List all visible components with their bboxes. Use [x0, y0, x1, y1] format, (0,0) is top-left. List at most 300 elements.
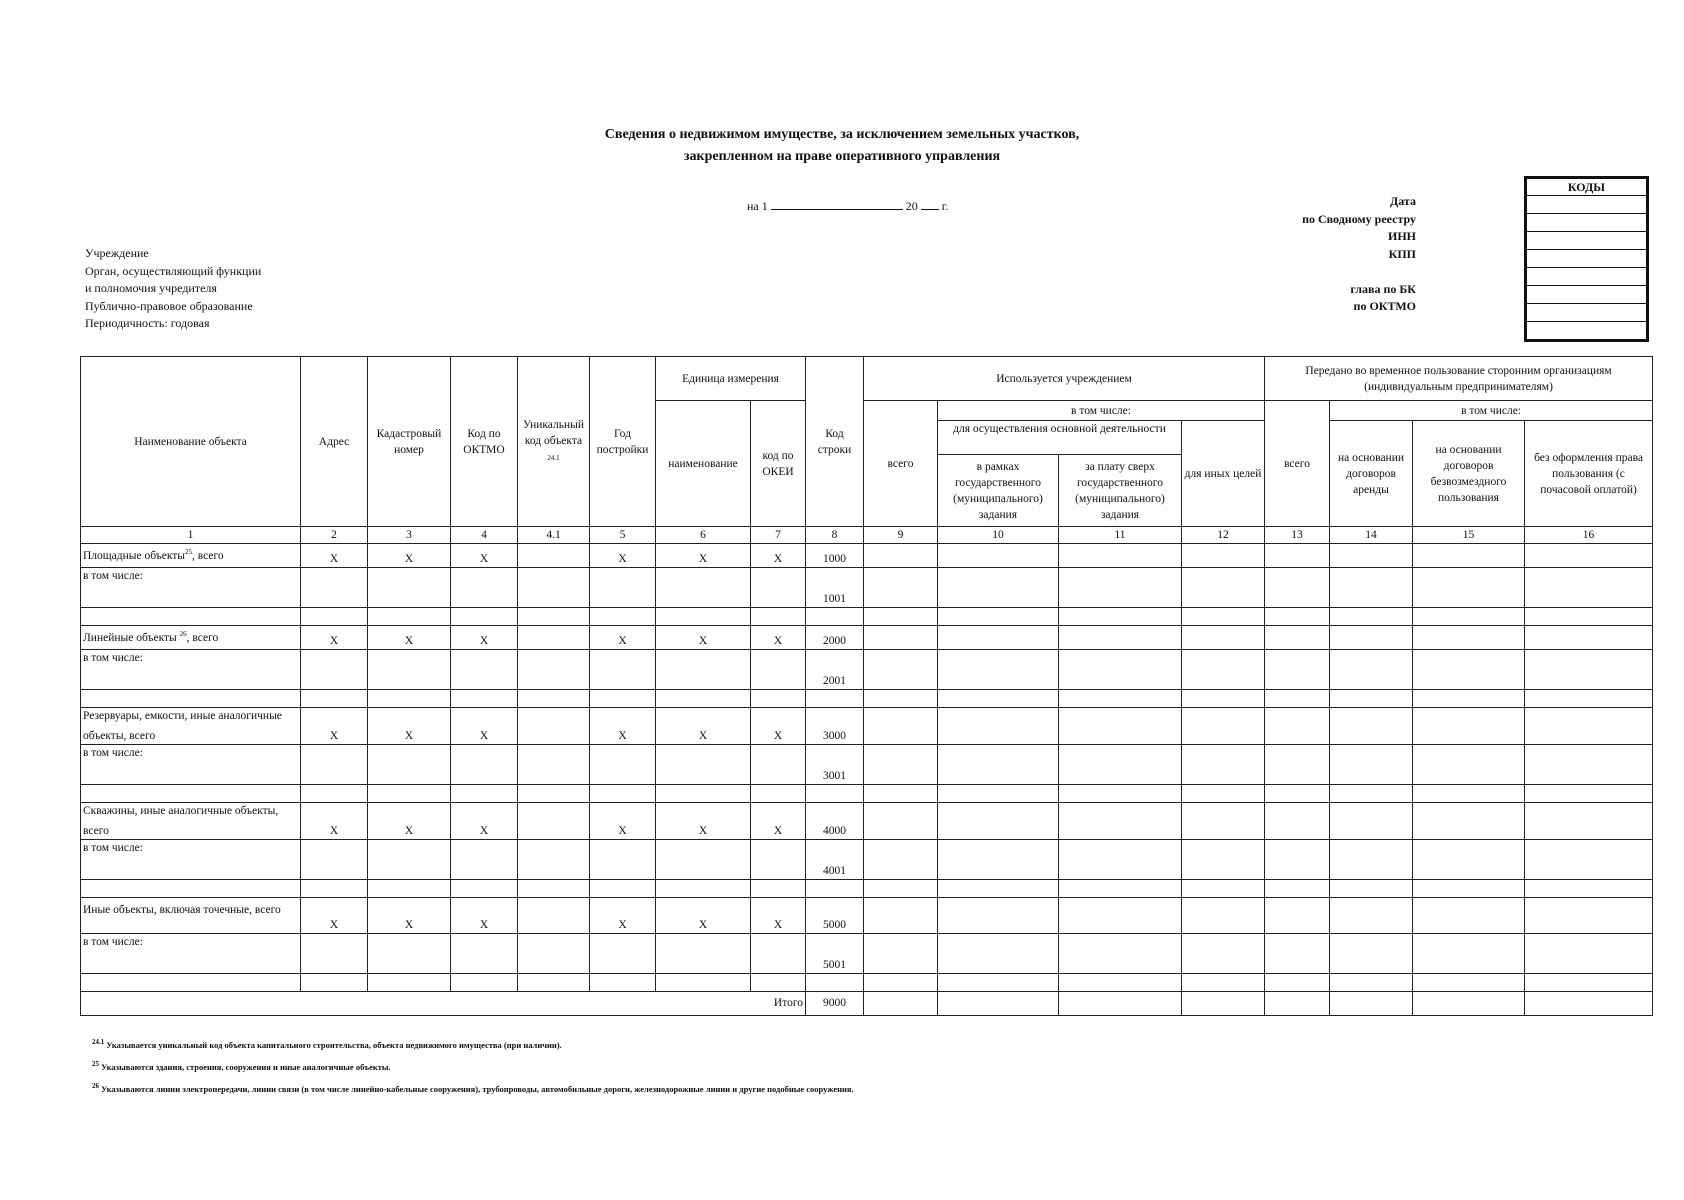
cell[interactable] — [368, 608, 451, 626]
cell[interactable] — [301, 879, 368, 897]
cell[interactable] — [518, 879, 590, 897]
label-inn: ИНН — [1387, 229, 1416, 243]
cell[interactable] — [864, 708, 938, 745]
code-date-field[interactable] — [1527, 196, 1646, 214]
cell[interactable] — [1330, 650, 1413, 690]
cell[interactable] — [751, 933, 806, 973]
cell[interactable] — [938, 784, 1059, 802]
cell[interactable] — [1265, 784, 1330, 802]
cell[interactable] — [1059, 568, 1182, 608]
cell[interactable] — [518, 690, 590, 708]
hdr-paid-over: за плату сверх государственного (муниципального) задания — [1059, 455, 1182, 527]
cell[interactable] — [1059, 991, 1182, 1015]
cell[interactable] — [368, 879, 451, 897]
row-sub-code: 2001 — [806, 650, 864, 690]
cell[interactable] — [1265, 897, 1330, 933]
cell[interactable] — [1330, 626, 1413, 650]
cell[interactable] — [368, 690, 451, 708]
cell[interactable] — [938, 626, 1059, 650]
cell[interactable] — [938, 568, 1059, 608]
codes-box — [1524, 176, 1649, 342]
cell[interactable] — [1265, 544, 1330, 568]
cell[interactable] — [1265, 744, 1330, 784]
cell[interactable] — [1182, 991, 1265, 1015]
cell-x: Х — [301, 626, 368, 650]
cell[interactable] — [590, 879, 656, 897]
cell[interactable] — [938, 690, 1059, 708]
cell[interactable] — [1413, 650, 1525, 690]
cell[interactable] — [938, 544, 1059, 568]
total-code: 9000 — [806, 991, 864, 1015]
cell[interactable] — [1413, 708, 1525, 745]
cell[interactable] — [1330, 744, 1413, 784]
cell[interactable] — [1182, 708, 1265, 745]
cell[interactable] — [806, 879, 864, 897]
hdr-no-right: без оформления права пользования (с почасовой оплатой) — [1525, 421, 1653, 527]
cell[interactable] — [1265, 973, 1330, 991]
cell-x: Х — [451, 544, 518, 568]
cell[interactable] — [1525, 568, 1653, 608]
cell[interactable] — [518, 544, 590, 568]
cell[interactable] — [864, 839, 938, 879]
cell[interactable] — [864, 973, 938, 991]
cell[interactable] — [1330, 802, 1413, 839]
cell[interactable] — [301, 784, 368, 802]
cell[interactable] — [1265, 690, 1330, 708]
cell[interactable] — [938, 879, 1059, 897]
label-date: Дата — [1390, 194, 1416, 208]
cell[interactable] — [751, 784, 806, 802]
cell[interactable] — [1182, 897, 1265, 933]
table-row — [81, 626, 1653, 650]
cell[interactable] — [1059, 839, 1182, 879]
cell[interactable] — [751, 608, 806, 626]
cell[interactable] — [938, 839, 1059, 879]
cell[interactable] — [368, 744, 451, 784]
cell[interactable] — [1413, 933, 1525, 973]
row-sub-label: в том числе: — [81, 744, 301, 784]
cell[interactable] — [1525, 608, 1653, 626]
code-inn-field[interactable] — [1527, 232, 1646, 250]
row-sub-label: в том числе: — [81, 839, 301, 879]
cell[interactable] — [1525, 802, 1653, 839]
col-num: 4.1 — [518, 527, 590, 544]
label-oktmo: по ОКТМО — [1353, 299, 1416, 313]
cell[interactable] — [518, 626, 590, 650]
cell[interactable] — [864, 933, 938, 973]
cell[interactable] — [1182, 933, 1265, 973]
cell[interactable] — [864, 784, 938, 802]
cell[interactable] — [1265, 879, 1330, 897]
cell[interactable] — [1330, 544, 1413, 568]
cell[interactable] — [1182, 626, 1265, 650]
col-num: 12 — [1182, 527, 1265, 544]
cell[interactable] — [1525, 839, 1653, 879]
cell[interactable] — [518, 933, 590, 973]
cell[interactable] — [751, 973, 806, 991]
cell[interactable] — [81, 690, 301, 708]
cell[interactable] — [1525, 973, 1653, 991]
cell[interactable] — [518, 708, 590, 745]
cell[interactable] — [864, 879, 938, 897]
label-institution: Учреждение — [85, 246, 149, 260]
left-labels — [85, 245, 261, 333]
cell[interactable] — [518, 744, 590, 784]
col-num: 16 — [1525, 527, 1653, 544]
cell-x: Х — [451, 626, 518, 650]
footnotes — [92, 1033, 854, 1098]
label-founder-body: Орган, осуществляющий функции — [85, 263, 262, 278]
cell[interactable] — [1525, 708, 1653, 745]
cell[interactable] — [864, 897, 938, 933]
cell[interactable] — [1059, 544, 1182, 568]
cell[interactable] — [451, 568, 518, 608]
cell[interactable] — [590, 784, 656, 802]
cell[interactable] — [301, 839, 368, 879]
cell[interactable] — [1182, 568, 1265, 608]
cell[interactable] — [1330, 897, 1413, 933]
col-num: 4 — [451, 527, 518, 544]
cell[interactable] — [590, 933, 656, 973]
cell[interactable] — [1265, 839, 1330, 879]
cell[interactable] — [81, 879, 301, 897]
hdr-free-use: на основании договоров безвозмездного пользования — [1413, 421, 1525, 527]
cell[interactable] — [1525, 626, 1653, 650]
cell[interactable] — [1525, 879, 1653, 897]
total-row — [81, 991, 1653, 1015]
cell[interactable] — [368, 933, 451, 973]
table-row — [81, 690, 1653, 708]
cell[interactable] — [368, 784, 451, 802]
footnote: $^{26}$ Указываются линии электропередачи, линии связи (в том числе линейно-кабельные сооружения), трубопроводы, автомобильные дороги, железнодорожные линии и другие подобные сооружения. — [92, 1081, 854, 1094]
cell[interactable] — [1059, 933, 1182, 973]
cell[interactable] — [864, 690, 938, 708]
cell[interactable] — [1182, 839, 1265, 879]
cell[interactable] — [1265, 933, 1330, 973]
cell[interactable] — [1059, 784, 1182, 802]
cell[interactable] — [1265, 991, 1330, 1015]
cell[interactable] — [938, 650, 1059, 690]
cell[interactable] — [864, 626, 938, 650]
cell[interactable] — [1265, 802, 1330, 839]
cell[interactable] — [751, 690, 806, 708]
col-num: 5 — [590, 527, 656, 544]
cell-x: Х — [751, 897, 806, 933]
cell[interactable] — [301, 650, 368, 690]
cell[interactable] — [301, 568, 368, 608]
cell[interactable] — [938, 744, 1059, 784]
cell[interactable] — [451, 839, 518, 879]
cell[interactable] — [1413, 839, 1525, 879]
label-kpp: КПП — [1388, 246, 1416, 261]
row-sub-code: 3001 — [806, 744, 864, 784]
table-row — [81, 544, 1653, 568]
cell[interactable] — [451, 879, 518, 897]
cell[interactable] — [864, 544, 938, 568]
cell[interactable] — [518, 802, 590, 839]
cell[interactable] — [1413, 744, 1525, 784]
cell[interactable] — [864, 650, 938, 690]
row-sub-code: 5001 — [806, 933, 864, 973]
cell[interactable] — [656, 933, 751, 973]
cell[interactable] — [81, 784, 301, 802]
hdr-transferred-total: всего — [1265, 401, 1330, 527]
cell[interactable] — [81, 973, 301, 991]
hdr-transferred: Передано во временное пользование сторонним организациям (индивидуальным предпринимателям) — [1265, 357, 1653, 401]
cell[interactable] — [451, 650, 518, 690]
code-kpp-field[interactable] — [1527, 250, 1646, 268]
cell[interactable] — [301, 690, 368, 708]
cell[interactable] — [1059, 973, 1182, 991]
cell[interactable] — [656, 879, 751, 897]
cell[interactable] — [864, 608, 938, 626]
table-row — [81, 802, 1653, 839]
cell[interactable] — [1413, 544, 1525, 568]
cell[interactable] — [1330, 879, 1413, 897]
cell[interactable] — [656, 608, 751, 626]
cell[interactable] — [451, 690, 518, 708]
cell[interactable] — [451, 744, 518, 784]
cell[interactable] — [1330, 708, 1413, 745]
cell[interactable] — [1059, 802, 1182, 839]
cell[interactable] — [751, 839, 806, 879]
label-public-entity: Публично-правовое образование — [85, 298, 253, 313]
code-empty-field[interactable] — [1527, 268, 1646, 286]
cell[interactable] — [301, 744, 368, 784]
cell[interactable] — [1330, 973, 1413, 991]
cell[interactable] — [368, 650, 451, 690]
cell[interactable] — [301, 608, 368, 626]
col-num: 11 — [1059, 527, 1182, 544]
col-num: 13 — [1265, 527, 1330, 544]
cell[interactable] — [1525, 897, 1653, 933]
col-num: 1 — [81, 527, 301, 544]
cell[interactable] — [518, 784, 590, 802]
cell[interactable] — [1182, 544, 1265, 568]
cell[interactable] — [590, 839, 656, 879]
cell[interactable] — [1059, 708, 1182, 745]
row-sub-code: 1001 — [806, 568, 864, 608]
cell[interactable] — [806, 608, 864, 626]
cell-x: Х — [656, 626, 751, 650]
cell-x: Х — [590, 708, 656, 745]
cell[interactable] — [1059, 690, 1182, 708]
cell[interactable] — [1059, 608, 1182, 626]
cell[interactable] — [1182, 650, 1265, 690]
cell[interactable] — [656, 973, 751, 991]
cell[interactable] — [938, 608, 1059, 626]
cell[interactable] — [368, 568, 451, 608]
cell[interactable] — [806, 690, 864, 708]
cell[interactable] — [938, 991, 1059, 1015]
col-num: 15 — [1413, 527, 1525, 544]
cell[interactable] — [806, 973, 864, 991]
hdr-main-activity: для осуществления основной деятельности — [938, 421, 1182, 455]
cell[interactable] — [1525, 991, 1653, 1015]
cell[interactable] — [590, 690, 656, 708]
cell[interactable] — [590, 568, 656, 608]
code-oktmo-field[interactable] — [1527, 304, 1646, 322]
cell[interactable] — [1330, 690, 1413, 708]
cell-x: Х — [451, 708, 518, 745]
report-date-line — [747, 199, 948, 214]
cell[interactable] — [1330, 933, 1413, 973]
cell[interactable] — [1330, 784, 1413, 802]
cell[interactable] — [864, 991, 938, 1015]
cell[interactable] — [656, 784, 751, 802]
cell[interactable] — [938, 933, 1059, 973]
date-year: 20 — [905, 199, 918, 213]
cell[interactable] — [656, 839, 751, 879]
cell[interactable] — [1182, 690, 1265, 708]
cell[interactable] — [1413, 802, 1525, 839]
cell[interactable] — [1525, 544, 1653, 568]
label-founder-body-2: и полномочия учредителя — [85, 281, 217, 295]
cell-x: Х — [301, 708, 368, 745]
code-bk-field[interactable] — [1527, 286, 1646, 304]
cell[interactable] — [1330, 839, 1413, 879]
date-blank[interactable] — [771, 209, 903, 210]
cell[interactable] — [451, 973, 518, 991]
footnote: $^{24.1}$ Указывается уникальный код объекта капитального строительства, объекта недвижимого имущества (при наличии). — [92, 1038, 562, 1050]
cell[interactable] — [368, 839, 451, 879]
cell[interactable] — [1059, 897, 1182, 933]
row-sub-label: в том числе: — [81, 650, 301, 690]
col-num: 6 — [656, 527, 751, 544]
cell[interactable] — [1413, 897, 1525, 933]
date-prefix: на 1 — [747, 199, 768, 213]
total-label: Итого — [81, 991, 806, 1015]
cell[interactable] — [656, 650, 751, 690]
cell[interactable] — [1330, 568, 1413, 608]
cell[interactable] — [451, 933, 518, 973]
col-num: 2 — [301, 527, 368, 544]
cell[interactable] — [451, 608, 518, 626]
hdr-unique-code-sup: 24.1 — [547, 454, 560, 462]
cell[interactable] — [301, 933, 368, 973]
row-object-name: Скважины, иные аналогичные объекты, всего — [81, 802, 301, 839]
cell-x: Х — [656, 544, 751, 568]
cell[interactable] — [518, 973, 590, 991]
cell[interactable] — [751, 650, 806, 690]
cell[interactable] — [1413, 568, 1525, 608]
year-blank[interactable] — [921, 209, 939, 210]
cell[interactable] — [1413, 608, 1525, 626]
cell[interactable] — [451, 784, 518, 802]
cell[interactable] — [301, 973, 368, 991]
cell[interactable] — [1330, 608, 1413, 626]
column-numbers-row — [81, 527, 1653, 544]
date-suffix: г. — [941, 199, 949, 213]
label-registry: по Сводному реестру — [1302, 211, 1416, 226]
cell[interactable] — [1265, 650, 1330, 690]
cell[interactable] — [368, 973, 451, 991]
cell[interactable] — [1182, 744, 1265, 784]
cell[interactable] — [1265, 608, 1330, 626]
cell[interactable] — [590, 650, 656, 690]
cell[interactable] — [590, 973, 656, 991]
cell[interactable] — [1413, 784, 1525, 802]
cell[interactable] — [1413, 690, 1525, 708]
cell[interactable] — [1265, 568, 1330, 608]
cell[interactable] — [1182, 608, 1265, 626]
cell[interactable] — [1182, 784, 1265, 802]
cell[interactable] — [751, 744, 806, 784]
cell-x: Х — [368, 544, 451, 568]
cell[interactable] — [518, 568, 590, 608]
cell[interactable] — [1525, 933, 1653, 973]
cell[interactable] — [864, 568, 938, 608]
cell[interactable] — [1413, 973, 1525, 991]
row-object-name: Иные объекты, включая точечные, всего — [81, 897, 301, 933]
cell-x: Х — [751, 802, 806, 839]
cell[interactable] — [938, 973, 1059, 991]
cell-x: Х — [368, 802, 451, 839]
cell[interactable] — [1413, 879, 1525, 897]
col-num: 3 — [368, 527, 451, 544]
cell[interactable] — [1182, 802, 1265, 839]
cell[interactable] — [1059, 650, 1182, 690]
cell-x: Х — [751, 708, 806, 745]
cell[interactable] — [1182, 879, 1265, 897]
cell[interactable] — [518, 839, 590, 879]
row-object-name: Резервуары, емкости, иные аналогичные объекты, всего — [81, 708, 301, 745]
cell[interactable] — [81, 608, 301, 626]
cell[interactable] — [518, 650, 590, 690]
cell[interactable] — [751, 568, 806, 608]
table-row — [81, 973, 1653, 991]
table-body — [81, 544, 1653, 992]
cell[interactable] — [1059, 626, 1182, 650]
cell[interactable] — [1059, 879, 1182, 897]
cell[interactable] — [1525, 650, 1653, 690]
cell[interactable] — [938, 708, 1059, 745]
table-row — [81, 568, 1653, 608]
cell[interactable] — [1182, 973, 1265, 991]
cell[interactable] — [1413, 626, 1525, 650]
code-last-field[interactable] — [1527, 322, 1646, 339]
cell[interactable] — [1265, 708, 1330, 745]
table-row — [81, 708, 1653, 745]
cell[interactable] — [1525, 744, 1653, 784]
cell-x: Х — [751, 626, 806, 650]
cell[interactable] — [864, 744, 938, 784]
cell[interactable] — [1413, 991, 1525, 1015]
cell[interactable] — [1525, 690, 1653, 708]
cell[interactable] — [1265, 626, 1330, 650]
cell[interactable] — [590, 744, 656, 784]
table-row — [81, 784, 1653, 802]
cell[interactable] — [518, 608, 590, 626]
cell[interactable] — [1525, 784, 1653, 802]
code-registry-field[interactable] — [1527, 214, 1646, 232]
cell[interactable] — [806, 784, 864, 802]
cell[interactable] — [864, 802, 938, 839]
hdr-state-task: в рамках государственного (муниципального) задания — [938, 455, 1059, 527]
row-code: 4000 — [806, 802, 864, 839]
cell[interactable] — [751, 879, 806, 897]
cell[interactable] — [590, 608, 656, 626]
cell[interactable] — [1059, 744, 1182, 784]
cell[interactable] — [938, 802, 1059, 839]
cell[interactable] — [656, 744, 751, 784]
cell[interactable] — [656, 690, 751, 708]
cell[interactable] — [1330, 991, 1413, 1015]
cell[interactable] — [938, 897, 1059, 933]
cell[interactable] — [656, 568, 751, 608]
label-spacer — [1302, 263, 1416, 281]
cell[interactable] — [518, 897, 590, 933]
